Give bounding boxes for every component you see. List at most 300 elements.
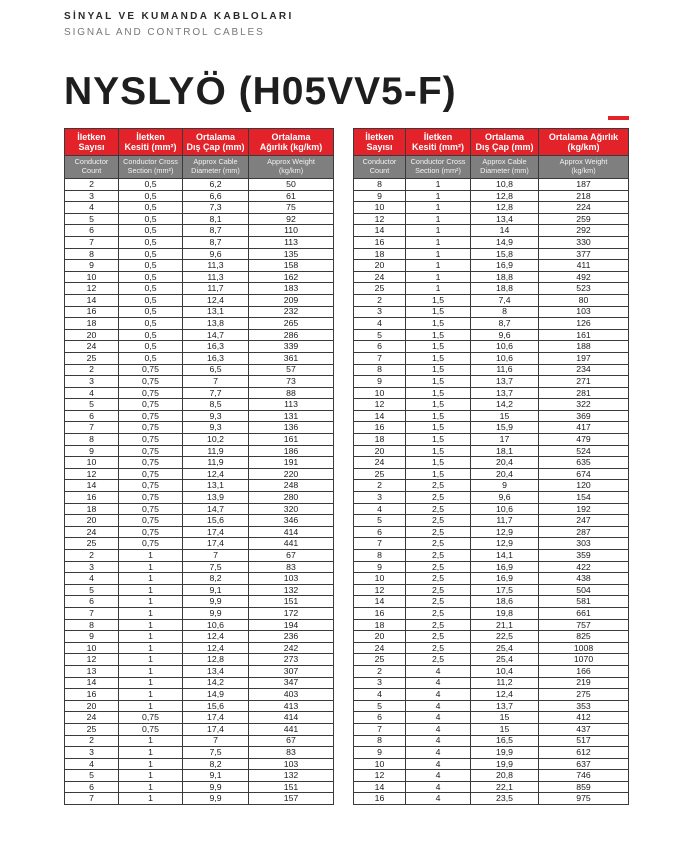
cell-weight: 275 (539, 689, 629, 701)
cell-weight: 517 (539, 735, 629, 747)
cell-section: 2,5 (406, 503, 471, 515)
col-header-count: İletken Sayısı (354, 129, 406, 156)
col-header-section: İletken Kesiti (mm²) (119, 129, 183, 156)
cell-diameter: 15 (471, 723, 539, 735)
cell-diameter: 19,9 (471, 747, 539, 759)
cell-diameter: 13,1 (183, 480, 249, 492)
cell-count: 2 (65, 179, 119, 191)
table-row (65, 283, 334, 295)
cell-weight: 162 (249, 271, 334, 283)
cell-weight: 209 (249, 294, 334, 306)
cell-section: 0,75 (119, 376, 183, 388)
cell-weight: 103 (249, 758, 334, 770)
col-subheader-section: Conductor Cross Section (mm²) (406, 156, 471, 179)
cell-section: 4 (406, 735, 471, 747)
table-row (65, 561, 334, 573)
table-row (65, 770, 334, 782)
table-row (354, 352, 629, 364)
cell-diameter: 9,1 (183, 584, 249, 596)
cell-weight: 183 (249, 283, 334, 295)
cell-count: 10 (354, 573, 406, 585)
table-row (65, 248, 334, 260)
cell-diameter: 10,2 (183, 434, 249, 446)
cell-count: 25 (65, 538, 119, 550)
cell-diameter: 14,2 (471, 399, 539, 411)
cell-diameter: 13,7 (471, 700, 539, 712)
spec-table-right (353, 128, 629, 805)
cell-weight: 157 (249, 793, 334, 805)
cell-count: 20 (65, 515, 119, 527)
col-header-weight: Ortalama Ağırlık (kg/km) (539, 129, 629, 156)
cell-count: 3 (65, 376, 119, 388)
cell-section: 2,5 (406, 550, 471, 562)
cell-count: 14 (354, 596, 406, 608)
cell-count: 5 (65, 213, 119, 225)
cell-count: 14 (354, 781, 406, 793)
table-row (354, 515, 629, 527)
cell-count: 18 (354, 248, 406, 260)
cell-count: 2 (354, 665, 406, 677)
cell-section: 2,5 (406, 584, 471, 596)
cell-diameter: 10,8 (471, 179, 539, 191)
cell-count: 3 (354, 492, 406, 504)
cell-diameter: 22,5 (471, 631, 539, 643)
cell-count: 3 (65, 561, 119, 573)
table-row (354, 341, 629, 353)
cell-weight: 219 (539, 677, 629, 689)
cell-weight: 273 (249, 654, 334, 666)
cell-section: 2,5 (406, 642, 471, 654)
cell-diameter: 17 (471, 434, 539, 446)
cell-count: 4 (65, 202, 119, 214)
cell-weight: 224 (539, 202, 629, 214)
spec-table-right-body (354, 179, 629, 805)
cell-section: 1,5 (406, 457, 471, 469)
cell-weight: 492 (539, 271, 629, 283)
cell-diameter: 15 (471, 712, 539, 724)
cell-weight: 523 (539, 283, 629, 295)
cell-section: 1,5 (406, 387, 471, 399)
cell-weight: 307 (249, 665, 334, 677)
cell-section: 1 (119, 770, 183, 782)
cell-weight: 61 (249, 190, 334, 202)
table-row (65, 503, 334, 515)
cell-count: 12 (354, 770, 406, 782)
cell-weight: 441 (249, 538, 334, 550)
table-row (65, 294, 334, 306)
table-row (354, 364, 629, 376)
col-header-section: İletken Kesiti (mm²) (406, 129, 471, 156)
cell-weight: 132 (249, 584, 334, 596)
table-row (65, 352, 334, 364)
table-row (354, 712, 629, 724)
col-header-diameter: Ortalama Dış Çap (mm) (471, 129, 539, 156)
cell-section: 0,75 (119, 538, 183, 550)
cell-diameter: 14,9 (183, 689, 249, 701)
cell-diameter: 17,4 (183, 538, 249, 550)
cell-section: 0,5 (119, 179, 183, 191)
cell-weight: 412 (539, 712, 629, 724)
cell-count: 9 (354, 376, 406, 388)
cell-count: 12 (354, 584, 406, 596)
cell-section: 2,5 (406, 654, 471, 666)
cell-count: 9 (354, 747, 406, 759)
cell-diameter: 8,2 (183, 573, 249, 585)
cell-weight: 80 (539, 294, 629, 306)
table-row (354, 202, 629, 214)
cell-diameter: 10,6 (471, 503, 539, 515)
cell-section: 0,5 (119, 213, 183, 225)
cell-weight: 232 (249, 306, 334, 318)
cell-weight: 422 (539, 561, 629, 573)
cell-count: 7 (65, 422, 119, 434)
cell-weight: 287 (539, 526, 629, 538)
cell-section: 1 (119, 607, 183, 619)
table-row (354, 677, 629, 689)
cell-diameter: 15,6 (183, 700, 249, 712)
cell-count: 10 (65, 457, 119, 469)
table-row (354, 457, 629, 469)
cell-diameter: 18,8 (471, 271, 539, 283)
cell-weight: 194 (249, 619, 334, 631)
cell-section: 1 (406, 260, 471, 272)
cell-weight: 825 (539, 631, 629, 643)
cell-section: 2,5 (406, 515, 471, 527)
cell-section: 1 (406, 213, 471, 225)
cell-weight: 403 (249, 689, 334, 701)
cell-diameter: 12,4 (183, 468, 249, 480)
cell-diameter: 6,6 (183, 190, 249, 202)
cell-diameter: 14,2 (183, 677, 249, 689)
cell-section: 4 (406, 793, 471, 805)
cell-weight: 135 (249, 248, 334, 260)
cell-count: 20 (354, 445, 406, 457)
cell-section: 0,75 (119, 445, 183, 457)
cell-count: 14 (354, 225, 406, 237)
cell-section: 1 (119, 665, 183, 677)
cell-weight: 339 (249, 341, 334, 353)
cell-weight: 67 (249, 735, 334, 747)
cell-weight: 83 (249, 561, 334, 573)
cell-count: 6 (354, 526, 406, 538)
cell-section: 1 (119, 596, 183, 608)
table-row (354, 607, 629, 619)
cell-section: 1,5 (406, 434, 471, 446)
cell-weight: 281 (539, 387, 629, 399)
cell-count: 12 (354, 399, 406, 411)
table-row (354, 445, 629, 457)
cell-count: 16 (354, 793, 406, 805)
table-row (354, 584, 629, 596)
cell-section: 4 (406, 770, 471, 782)
table-row (354, 526, 629, 538)
cell-weight: 479 (539, 434, 629, 446)
cell-count: 10 (354, 758, 406, 770)
cell-diameter: 12,8 (471, 202, 539, 214)
table-row (354, 190, 629, 202)
table-row (65, 236, 334, 248)
cell-section: 1 (406, 190, 471, 202)
col-subheader-diameter: Approx Cable Diameter (mm) (183, 156, 249, 179)
cell-count: 25 (65, 352, 119, 364)
cell-diameter: 16,9 (471, 260, 539, 272)
cell-count: 13 (65, 665, 119, 677)
cell-count: 2 (354, 480, 406, 492)
cell-diameter: 18,6 (471, 596, 539, 608)
table-row (65, 225, 334, 237)
cell-section: 0,75 (119, 712, 183, 724)
cell-section: 0,5 (119, 225, 183, 237)
cell-count: 10 (354, 387, 406, 399)
table-row (354, 596, 629, 608)
cell-diameter: 9,6 (471, 492, 539, 504)
cell-diameter: 7,5 (183, 561, 249, 573)
cell-diameter: 13,4 (471, 213, 539, 225)
col-header-count: İletken Sayısı (65, 129, 119, 156)
cell-diameter: 12,8 (183, 654, 249, 666)
cell-weight: 1070 (539, 654, 629, 666)
cell-diameter: 13,4 (183, 665, 249, 677)
cell-count: 7 (65, 236, 119, 248)
table-row (354, 747, 629, 759)
cell-count: 3 (65, 747, 119, 759)
cell-count: 2 (65, 550, 119, 562)
cell-section: 0,75 (119, 492, 183, 504)
cell-diameter: 9,9 (183, 596, 249, 608)
cell-section: 2,5 (406, 619, 471, 631)
cell-diameter: 10,4 (471, 665, 539, 677)
table-row (354, 294, 629, 306)
cell-weight: 73 (249, 376, 334, 388)
cell-diameter: 6,5 (183, 364, 249, 376)
cell-count: 7 (354, 352, 406, 364)
col-subheader-section: Conductor Cross Section (mm²) (119, 156, 183, 179)
cell-weight: 438 (539, 573, 629, 585)
table-row (65, 538, 334, 550)
table-row (354, 538, 629, 550)
cell-count: 8 (65, 434, 119, 446)
cell-weight: 103 (249, 573, 334, 585)
cell-diameter: 8,2 (183, 758, 249, 770)
cell-section: 0,75 (119, 434, 183, 446)
cell-count: 25 (354, 283, 406, 295)
cell-diameter: 9,3 (183, 410, 249, 422)
cell-section: 4 (406, 747, 471, 759)
cell-weight: 75 (249, 202, 334, 214)
cell-weight: 247 (539, 515, 629, 527)
cell-diameter: 8,1 (183, 213, 249, 225)
cell-count: 18 (354, 434, 406, 446)
cell-weight: 126 (539, 318, 629, 330)
cell-diameter: 8 (471, 306, 539, 318)
cell-diameter: 9,9 (183, 781, 249, 793)
table-row (65, 793, 334, 805)
cell-weight: 265 (249, 318, 334, 330)
cell-weight: 369 (539, 410, 629, 422)
cell-section: 4 (406, 723, 471, 735)
cell-weight: 88 (249, 387, 334, 399)
cell-section: 0,75 (119, 526, 183, 538)
cell-section: 1 (119, 677, 183, 689)
cell-weight: 131 (249, 410, 334, 422)
table-row (65, 492, 334, 504)
cell-diameter: 7 (183, 550, 249, 562)
table-row (354, 410, 629, 422)
cell-weight: 110 (249, 225, 334, 237)
table-row (65, 260, 334, 272)
cell-section: 1 (406, 236, 471, 248)
cell-weight: 286 (249, 329, 334, 341)
cell-section: 4 (406, 689, 471, 701)
cell-weight: 1008 (539, 642, 629, 654)
cell-diameter: 9,3 (183, 422, 249, 434)
cell-count: 8 (354, 179, 406, 191)
cell-diameter: 9,1 (183, 770, 249, 782)
table-row (354, 793, 629, 805)
table-row (354, 306, 629, 318)
cell-weight: 158 (249, 260, 334, 272)
cell-weight: 411 (539, 260, 629, 272)
cell-count: 24 (354, 271, 406, 283)
cell-weight: 612 (539, 747, 629, 759)
cell-section: 0,5 (119, 341, 183, 353)
cell-diameter: 8,7 (471, 318, 539, 330)
cell-diameter: 10,6 (471, 341, 539, 353)
cell-diameter: 12,4 (183, 294, 249, 306)
cell-diameter: 15,8 (471, 248, 539, 260)
cell-count: 14 (65, 480, 119, 492)
col-subheader-count: Conductor Count (354, 156, 406, 179)
table-row (65, 480, 334, 492)
cell-weight: 166 (539, 665, 629, 677)
table-row (65, 689, 334, 701)
cell-diameter: 12,9 (471, 526, 539, 538)
cell-section: 2,5 (406, 526, 471, 538)
cell-weight: 161 (539, 329, 629, 341)
cell-section: 0,5 (119, 236, 183, 248)
cell-diameter: 9 (471, 480, 539, 492)
cell-section: 0,5 (119, 352, 183, 364)
cell-count: 6 (65, 225, 119, 237)
table-row (354, 283, 629, 295)
cell-weight: 661 (539, 607, 629, 619)
cell-diameter: 8,7 (183, 236, 249, 248)
cell-count: 7 (354, 723, 406, 735)
table-row (354, 236, 629, 248)
cell-count: 9 (65, 631, 119, 643)
cell-diameter: 14,1 (471, 550, 539, 562)
cell-diameter: 11,2 (471, 677, 539, 689)
cell-diameter: 15,9 (471, 422, 539, 434)
cell-count: 25 (354, 654, 406, 666)
cell-section: 0,75 (119, 364, 183, 376)
cell-section: 0,5 (119, 283, 183, 295)
cell-count: 12 (354, 213, 406, 225)
cell-diameter: 11,9 (183, 457, 249, 469)
table-row (65, 723, 334, 735)
cell-count: 4 (65, 758, 119, 770)
cell-weight: 441 (249, 723, 334, 735)
cell-weight: 248 (249, 480, 334, 492)
table-row (354, 689, 629, 701)
table-row (354, 735, 629, 747)
table-row (65, 457, 334, 469)
table-row (354, 758, 629, 770)
table-row (354, 654, 629, 666)
cell-diameter: 12,9 (471, 538, 539, 550)
table-row (354, 770, 629, 782)
cell-weight: 320 (249, 503, 334, 515)
cell-diameter: 13,7 (471, 387, 539, 399)
cell-count: 4 (65, 387, 119, 399)
cell-count: 7 (354, 538, 406, 550)
table-row (65, 619, 334, 631)
cell-count: 7 (65, 607, 119, 619)
cell-section: 0,75 (119, 387, 183, 399)
cell-section: 4 (406, 781, 471, 793)
cell-weight: 172 (249, 607, 334, 619)
cell-diameter: 18,8 (471, 283, 539, 295)
cell-section: 1 (119, 747, 183, 759)
page-title: NYSLYÖ (H05VV5-F) (64, 70, 457, 113)
cell-weight: 186 (249, 445, 334, 457)
cell-count: 2 (354, 294, 406, 306)
cell-count: 14 (65, 677, 119, 689)
table-row (354, 225, 629, 237)
cell-diameter: 10,6 (471, 352, 539, 364)
table-row (65, 550, 334, 562)
cell-diameter: 9,6 (183, 248, 249, 260)
cell-section: 1 (119, 619, 183, 631)
cell-weight: 280 (249, 492, 334, 504)
cell-section: 2,5 (406, 573, 471, 585)
section-subtitle-en: SIGNAL AND CONTROL CABLES (64, 27, 265, 38)
cell-count: 5 (354, 329, 406, 341)
cell-weight: 359 (539, 550, 629, 562)
table-row (354, 700, 629, 712)
table-row (354, 399, 629, 411)
cell-weight: 67 (249, 550, 334, 562)
cell-count: 16 (354, 236, 406, 248)
cell-section: 0,75 (119, 503, 183, 515)
col-subheader-weight: Approx Weight (kg/km) (249, 156, 334, 179)
cell-diameter: 10,6 (183, 619, 249, 631)
cell-section: 0,5 (119, 260, 183, 272)
cell-count: 8 (354, 550, 406, 562)
table-row (65, 735, 334, 747)
cell-section: 1 (406, 179, 471, 191)
table-row (65, 202, 334, 214)
cell-section: 0,5 (119, 306, 183, 318)
cell-weight: 92 (249, 213, 334, 225)
cell-count: 12 (65, 654, 119, 666)
cell-weight: 635 (539, 457, 629, 469)
cell-section: 0,75 (119, 410, 183, 422)
table-row (65, 677, 334, 689)
cell-diameter: 14,7 (183, 503, 249, 515)
cell-count: 16 (354, 607, 406, 619)
cell-diameter: 7 (183, 376, 249, 388)
cell-count: 14 (65, 294, 119, 306)
cell-weight: 132 (249, 770, 334, 782)
cell-weight: 581 (539, 596, 629, 608)
cell-section: 1,5 (406, 422, 471, 434)
cell-section: 2,5 (406, 561, 471, 573)
cell-weight: 414 (249, 526, 334, 538)
cell-section: 2,5 (406, 492, 471, 504)
table-row (65, 642, 334, 654)
cell-count: 12 (65, 283, 119, 295)
